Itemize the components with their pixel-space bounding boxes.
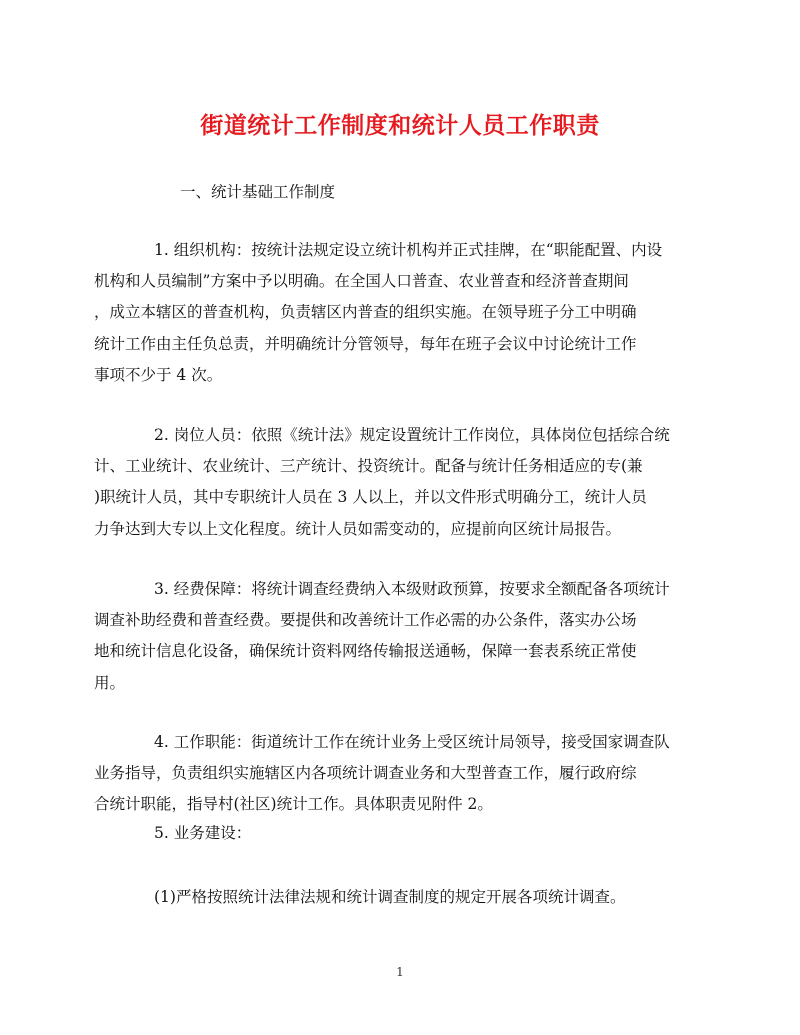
paragraph-line: ，成立本辖区的普查机构，负责辖区内普查的组织实施。在领导班子分工中明确 xyxy=(94,303,637,322)
paragraph-line: (1)严格按照统计法律法规和统计调查制度的规定开展各项统计调查。 xyxy=(154,888,626,906)
paragraph-line: 5. 业务建设： xyxy=(154,824,252,842)
paragraph-line: 合统计职能，指导村(社区)统计工作。具体职责见附件 2。 xyxy=(94,795,493,814)
paragraph-line: 统计工作由主任负总责，并明确统计分管领导，每年在班子会议中讨论统计工作 xyxy=(94,334,637,353)
paragraph-item-1 xyxy=(124,882,676,913)
paragraph-staffing xyxy=(94,420,676,545)
page-number: 1 xyxy=(396,965,404,979)
paragraph-line: 力争达到大专以上文化程度。统计人员如需变动的，应提前向区统计局报告。 xyxy=(94,519,622,538)
paragraph-line: 用。 xyxy=(94,673,126,692)
paragraph-line: 调查补助经费和普查经费。要提供和改善统计工作必需的办公条件，落实办公场 xyxy=(94,611,637,630)
paragraph-line: 1. 组织机构：按统计法规定设立统计机构并正式挂牌，在“职能配置、内设 xyxy=(154,241,663,259)
paragraph-line: 业务指导，负责组织实施辖区内各项统计调查业务和大型普查工作，履行政府综 xyxy=(94,764,637,783)
paragraph-line: 计、工业统计、农业统计、三产统计、投资统计。配备与统计任务相适应的专(兼 xyxy=(94,457,643,476)
section-heading: 一、统计基础工作制度 xyxy=(180,183,336,201)
paragraph-line: 机构和人员编制”方案中予以明确。在全国人口普查、农业普查和经济普查期间 xyxy=(94,272,629,291)
paragraph-line: 事项不少于 4 次。 xyxy=(94,365,223,384)
paragraph-line: 3. 经费保障：将统计调查经费纳入本级财政预算，按要求全额配备各项统计 xyxy=(154,580,670,598)
paragraph-line: 4. 工作职能：街道统计工作在统计业务上受区统计局领导，接受国家调查队 xyxy=(154,733,670,751)
page-title: 街道统计工作制度和统计人员工作职责 xyxy=(200,112,600,139)
paragraph-funding xyxy=(94,574,676,699)
paragraph-functions xyxy=(94,727,676,821)
paragraph-organization xyxy=(94,235,676,391)
paragraph-line: )职统计人员，其中专职统计人员在 3 人以上，并以文件形式明确分工，统计人员 xyxy=(94,488,647,507)
paragraph-line: 2. 岗位人员：依照《统计法》规定设置统计工作岗位，具体岗位包括综合统 xyxy=(154,426,670,444)
paragraph-line: 地和统计信息化设备，确保统计资料网络传输报送通畅，保障一套表系统正常使 xyxy=(94,642,637,661)
paragraph-business-building xyxy=(124,818,676,849)
